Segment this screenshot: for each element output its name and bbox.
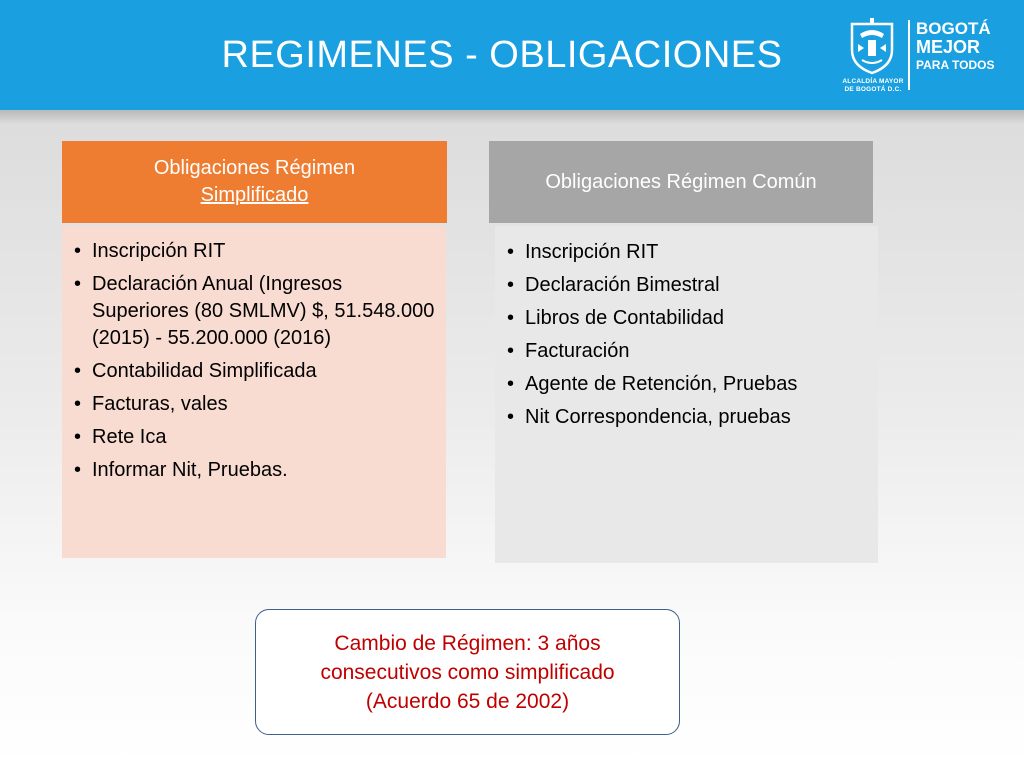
list-item: • Nit Correspondencia, pruebas	[507, 404, 868, 431]
list-item: • Declaración Bimestral	[507, 272, 868, 299]
alcaldia-caption	[838, 78, 908, 94]
simplificado-link[interactable]: Simplificado	[200, 184, 309, 206]
alcaldia-line-2: DE BOGOTÁ D.C.	[844, 86, 902, 93]
list-item: • Inscripción RIT	[507, 239, 868, 266]
list-item: • Facturación	[507, 338, 868, 365]
simplificado-header	[62, 141, 447, 223]
cambio-regimen-note	[255, 609, 680, 735]
slogan-line-2: MEJOR	[916, 37, 981, 57]
alcaldia-logo	[838, 16, 998, 92]
slogan-line-1: BOGOTÁ	[916, 19, 991, 38]
list-item: • Rete Ica	[74, 424, 436, 451]
list-item: • Agente de Retención, Pruebas	[507, 371, 868, 398]
list-item: • Contabilidad Simplificada	[74, 358, 436, 385]
header-shadow	[0, 110, 1024, 124]
comun-header	[489, 141, 873, 223]
slogan	[916, 20, 996, 74]
simplificado-body	[62, 226, 446, 558]
list-item: • Libros de Contabilidad	[507, 305, 868, 332]
note-text: Cambio de Régimen: 3 años consecutivos como simplificado (Acuerdo 65 de 2002)	[320, 631, 615, 713]
comun-header-text: Obligaciones Régimen Común	[545, 170, 817, 193]
comun-list	[507, 239, 868, 431]
slide-header	[0, 0, 1024, 110]
slide-title: REGIMENES - OBLIGACIONES	[221, 34, 783, 76]
list-item: • Informar Nit, Pruebas.	[74, 457, 436, 484]
bogota-shield-icon	[846, 18, 898, 76]
slogan-line-3: PARA TODOS	[916, 58, 995, 72]
alcaldia-line-1: ALCALDÍA MAYOR	[842, 78, 904, 85]
simplificado-header-text: Obligaciones Régimen	[153, 157, 356, 179]
list-item: • Facturas, vales	[74, 391, 436, 418]
list-item: • Inscripción RIT	[74, 238, 436, 265]
simplificado-list	[74, 238, 436, 484]
comun-body	[495, 226, 878, 563]
list-item: • Declaración Anual (Ingresos Superiores (80 SMLMV) $, 51.548.000 (2015) - 55.200.000 (2016)	[74, 271, 436, 352]
logo-divider	[908, 20, 910, 90]
